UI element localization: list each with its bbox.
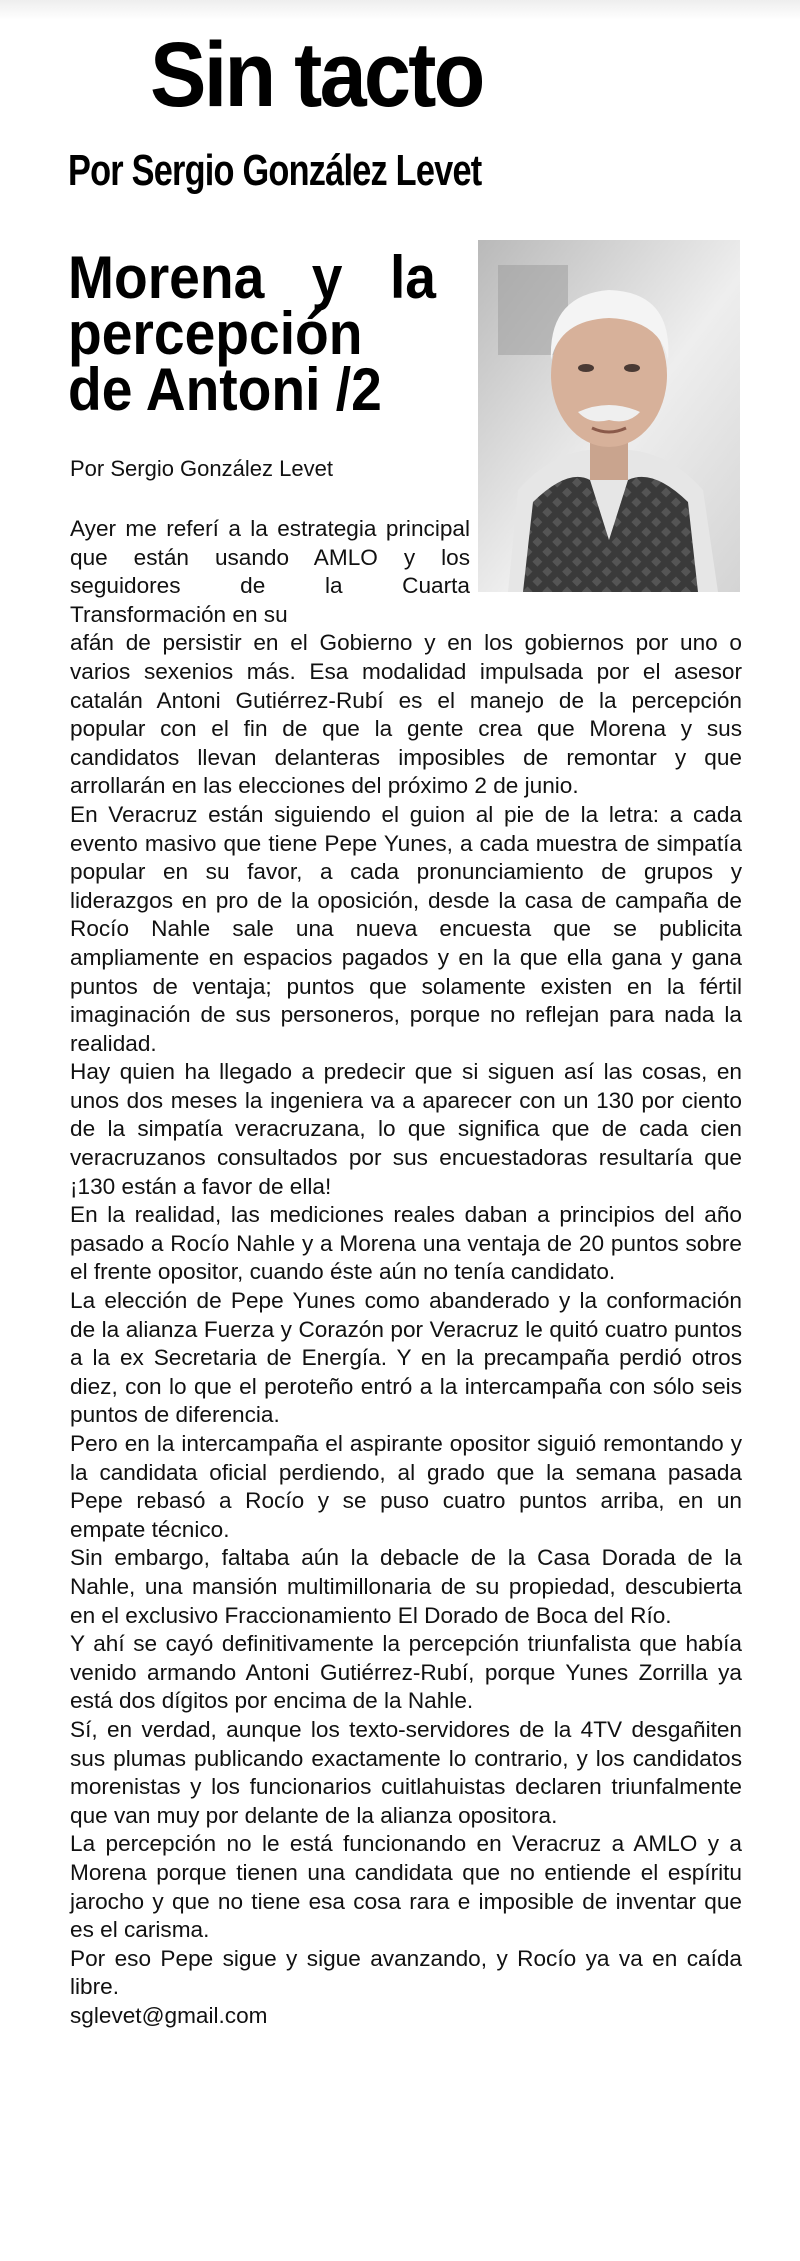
article-paragraph: La percepción no le está funcionando en Veracruz a AMLO y a Morena porque tienen una candidata que no entiende el espíritu jarocho y que no tiene esa cosa rara e imposible de inventar que es el carisma. xyxy=(70,1831,742,1943)
article-paragraph: En la realidad, las mediciones reales daban a principios del año pasado a Rocío Nahle y a Morena una ventaja de 20 puntos sobre el frente opositor, cuando éste aún no tenía candidato. xyxy=(70,1202,742,1285)
article-paragraph: Pero en la intercampaña el aspirante opositor siguió remontando y la candidata oficial perdiendo, al grado que la semana pasada Pepe rebasó a Rocío y se puso cuatro puntos arriba, en un empate técnico. xyxy=(70,1431,742,1542)
article-author-line: Por Sergio González Levet xyxy=(70,456,333,481)
article-body xyxy=(70,515,742,2030)
article-paragraph: Y ahí se cayó definitivamente la percepción triunfalista que había venido armando Antoni Gutiérrez-Rubí, porque Yunes Zorrilla ya está dos dígitos por encima de la Nahle. xyxy=(70,1631,742,1714)
article-paragraph: Ayer me referí a la estrategia principal que están usando AMLO y los seguidores de la Cuarta Transformación en su xyxy=(70,516,470,627)
article-paragraph: Hay quien ha llegado a predecir que si siguen así las cosas, en unos dos meses la ingeniera va a aparecer con un 130 por ciento de la simpatía veracruzana, lo que significa que de cada cien veracruzanos consultados por sus encuestadoras resultaría que ¡130 están a favor de ella! xyxy=(70,1059,742,1199)
author-email[interactable]: sglevet@gmail.com xyxy=(70,2002,268,2028)
column-byline: Por Sergio González Levet xyxy=(68,146,482,195)
article-paragraph: En Veracruz están siguiendo el guion al pie de la letra: a cada evento masivo que tiene Pepe Yunes, a cada muestra de simpatía popular en su favor, a cada pronunciamiento de grupos y liderazgos en pro de la oposición, desde la casa de campaña de Rocío Nahle sale una nueva encuesta que se publicita ampliamente en espacios pagados y en la que ella gana y gana puntos de ventaja; puntos que solamente existen en la fértil imaginación de sus personeros, porque no reflejan para nada la realidad. xyxy=(70,801,742,1056)
article-paragraph: Sí, en verdad, aunque los texto-servidores de la 4TV desgañiten sus plumas publicando exactamente lo contrario, y los candidatos morenistas y los funcionarios cuitlahuistas declaren triunfalmente que van muy por delante de la alianza opositora. xyxy=(70,1716,742,1828)
article-paragraph: Sin embargo, faltaba aún la debacle de la Casa Dorada de la Nahle, una mansión multimillonaria de su propiedad, descubierta en el exclusivo Fraccionamiento El Dorado de Boca del Río. xyxy=(70,1545,742,1628)
article-paragraph: La elección de Pepe Yunes como abanderado y la conformación de la alianza Fuerza y Corazón por Veracruz le quitó cuatro puntos a la ex Secretaria de Energía. Y en la precampaña perdió otros diez, con lo que el peroteño entró a la intercampaña con sólo seis puntos de diferencia. xyxy=(70,1288,742,1428)
article-paragraph: afán de persistir en el Gobierno y en los gobiernos por uno o varios sexenios más. Esa modalidad impulsada por el asesor catalán Antoni Gutiérrez-Rubí es el manejo de la percepción popular con el fin de que la gente crea que Morena y sus candidatos llevan delanteras imposibles de remontar y que arrollarán en las elecciones del próximo 2 de junio. xyxy=(70,630,742,799)
page-top-strip xyxy=(0,0,800,20)
article-paragraph: Por eso Pepe sigue y sigue avanzando, y Rocío ya va en caída libre. xyxy=(70,1945,742,2000)
column-title: Sin tacto xyxy=(150,24,483,126)
article-headline: Morena y la percepción de Antoni /2 xyxy=(68,244,436,423)
